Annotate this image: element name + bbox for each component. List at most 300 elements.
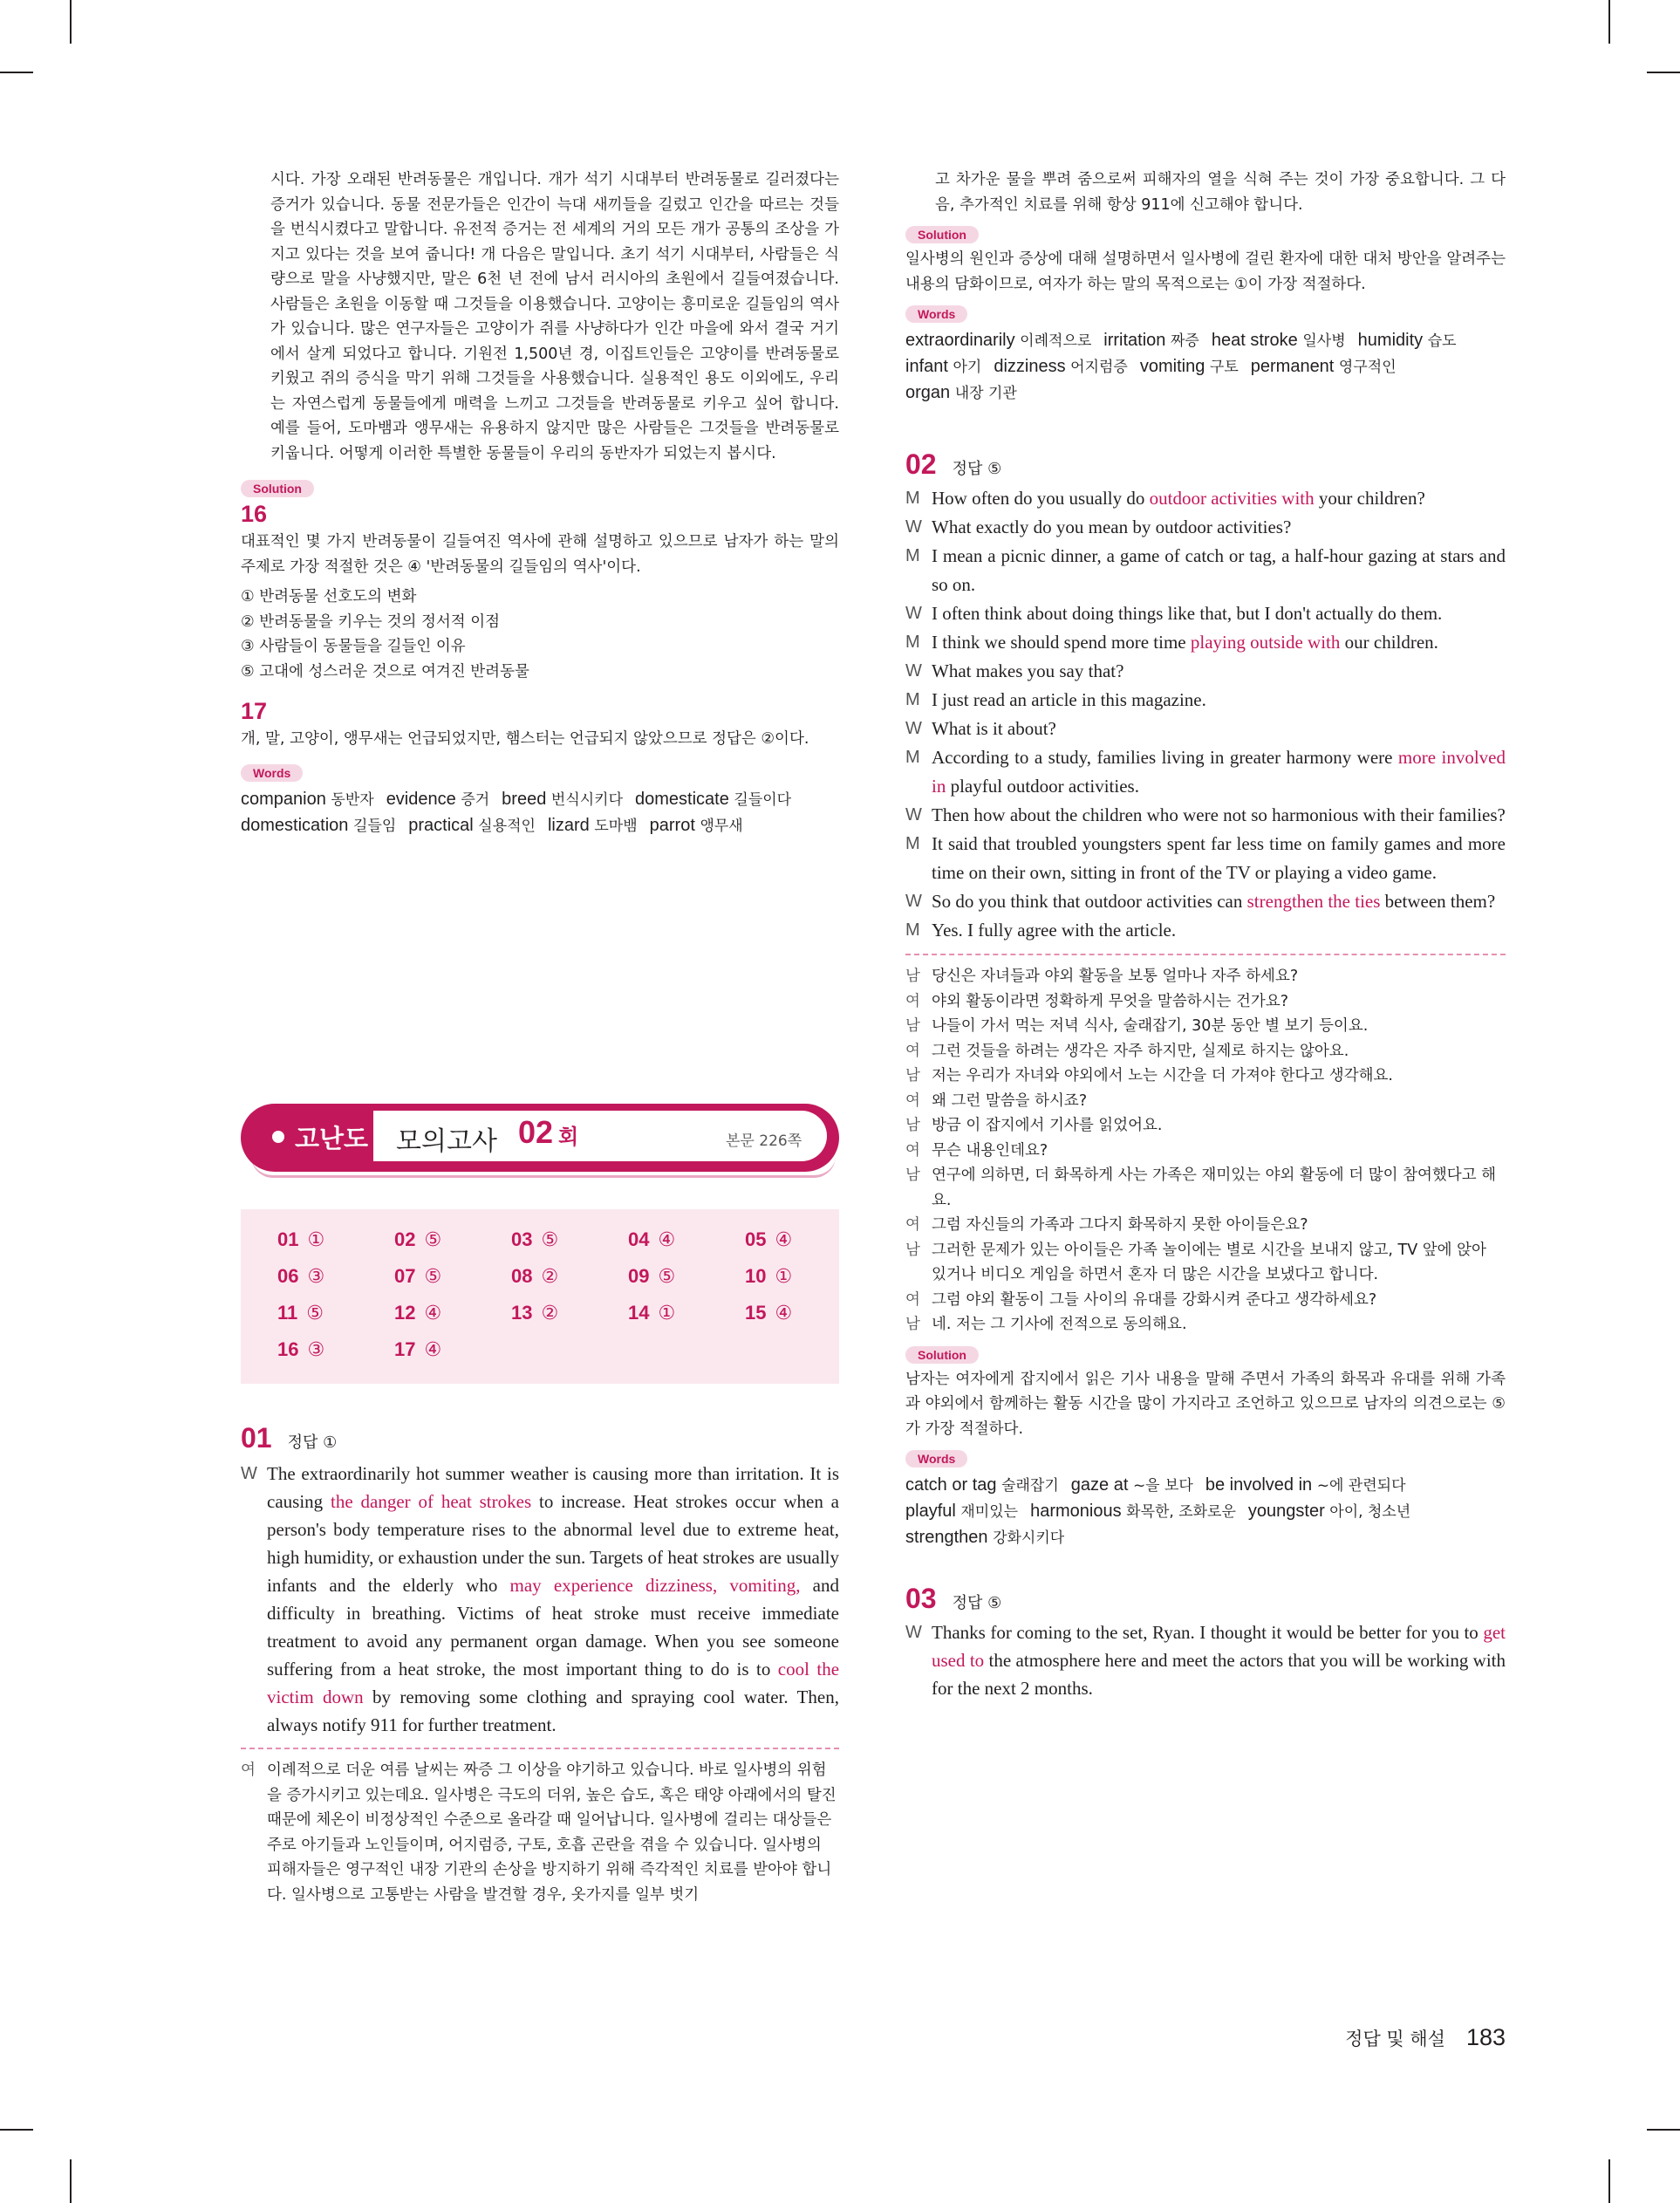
script-text [932,1618,1506,1702]
word-meaning: 아이, 청소년 [1329,1503,1411,1521]
word-entry [1248,1499,1410,1525]
word-entry [1205,1473,1406,1499]
question-17-explanation: 개, 말, 고양이, 앵무새는 언급되었지만, 햄스터는 언급되지 않았으므로 정답은 ②이다. [241,730,809,748]
translation-line [905,1014,1506,1039]
answer-choice: ⑤ [424,1229,442,1251]
script-segment: So do you think that outdoor activities can [932,891,1247,912]
answer-choice: ⑤ [541,1229,559,1251]
translation-text: 야외 활동이라면 정확하게 무엇을 말씀하시는 건가요? [932,992,1289,1010]
word-term: gaze at [1070,1475,1133,1495]
question-01-script [241,1460,839,1739]
solution-tag: Solution [905,226,979,243]
left-solution-section [241,480,839,752]
answer-number: 15 [745,1302,767,1324]
question-03-script [905,1618,1506,1702]
question-02-script [905,484,1506,945]
question-01-number: 01 [241,1422,272,1454]
question-16-options [241,585,839,684]
translation-line [905,964,1506,989]
answer-number: 09 [628,1265,650,1287]
script-text [932,743,1506,801]
mock-test-banner [241,1104,839,1177]
q01-solution-section [905,226,1506,297]
translation-line [241,1758,839,1907]
word-entry [502,787,623,813]
word-meaning: 재미있는 [960,1503,1019,1521]
crop-mark [1647,2129,1680,2131]
word-term: playful [905,1502,961,1521]
translation-line [905,1163,1506,1213]
word-term: youngster [1247,1502,1330,1521]
answer-choice: ③ [307,1339,325,1361]
divider [905,954,1506,955]
highlighted-phrase: outdoor activities with [1149,488,1315,509]
word-entry [1071,1473,1193,1499]
script-segment: between them? [1380,891,1496,912]
script-line [905,801,1506,830]
translation-text: 나들이 가서 먹는 저녁 식사, 술래잡기, 30분 동안 별 보기 등이요. [932,1017,1369,1035]
left-words-section [241,764,839,839]
answer-cell [628,1265,745,1291]
speaker-label: W [905,719,922,738]
translation-line [905,1064,1506,1089]
script-segment: The extraordinarily hot summer weather is causing more than irritation. It is causing [267,1463,839,1512]
script-text [932,542,1506,599]
translation-line [905,989,1506,1015]
translation-line [905,1312,1506,1338]
crop-mark [1608,0,1610,44]
left-words-list [241,787,839,839]
answer-grid [277,1228,862,1365]
crop-mark [70,0,72,44]
answer-choice: ③ [307,1266,325,1288]
answer-number: 01 [277,1228,299,1250]
word-entry [1103,328,1199,354]
word-entry [650,813,743,839]
word-entry [408,813,536,839]
speaker-label: M [905,920,920,940]
question-02-translation [905,964,1506,1338]
speaker-label: M [905,489,920,508]
answer-cell [277,1302,394,1328]
word-term: permanent [1250,357,1339,376]
answer-number: 13 [511,1302,533,1324]
script-text [932,484,1506,513]
words-tag: Words [905,305,967,323]
translation-text: 저는 우리가 자녀와 야외에서 노는 시간을 더 가져야 한다고 생각해요. [932,1067,1393,1084]
translation-line [905,1288,1506,1313]
translation-line [905,1213,1506,1238]
word-entry [1140,354,1239,380]
q02-solution-section [905,1346,1506,1442]
word-meaning: 증거 [461,790,490,809]
word-meaning: 어지럼증 [1070,359,1128,376]
q01-words-list [905,328,1506,407]
question-03-header [905,1583,1506,1615]
speaker-label: 여 [905,1290,920,1309]
q01-words-section [905,305,1506,407]
answer-number: 14 [628,1302,650,1324]
word-term: lizard [547,815,595,835]
right-column [905,168,1506,1702]
script-segment: What exactly do you mean by outdoor activities? [932,517,1292,537]
highlighted-phrase: may experience dizziness, vomiting, [509,1575,801,1596]
script-line [905,887,1506,916]
word-term: vomiting [1139,357,1210,376]
script-segment: Yes. I fully agree with the article. [932,920,1177,941]
speaker-label: M [905,633,920,652]
word-term: extraordinarily [905,331,1021,350]
speaker-label: W [241,1464,257,1483]
script-segment: your children? [1314,488,1425,509]
question-02-section [905,448,1506,1551]
speaker-label: M [905,748,920,767]
speaker-label: 여 [241,1762,256,1779]
answer-cell [277,1228,394,1255]
speaker-label: 여 [905,1141,920,1160]
word-meaning: 영구적인 [1338,359,1397,376]
question-01-section [241,1415,839,1907]
word-entry [905,380,1017,407]
answer-cell [394,1265,511,1291]
script-text [932,657,1506,686]
script-line [241,1460,839,1739]
word-meaning: 길들임 [352,817,397,835]
translation-line [905,1238,1506,1288]
speaker-label: 여 [905,992,920,1010]
bullet-icon [272,1131,284,1143]
word-term: organ [905,383,955,402]
word-term: dizziness [994,357,1071,376]
script-segment: What is it about? [932,718,1056,739]
script-segment: the atmosphere here and meet the actors that you will be working with for the next 2 months. [932,1650,1506,1699]
speaker-label: W [905,805,922,824]
answer-number: 12 [394,1302,416,1324]
answer-cell [511,1265,628,1291]
word-entry [386,787,489,813]
script-text [932,686,1506,715]
solution-tag: Solution [241,480,314,497]
page-footer [1345,2024,1506,2051]
word-term: strengthen [905,1528,994,1547]
word-meaning: 화목한, 조화로운 [1126,1503,1236,1521]
answer-choice: ② [541,1303,559,1324]
speaker-label: 남 [905,968,920,985]
answer-number: 16 [277,1338,299,1360]
speaker-label: W [905,661,922,681]
word-term: harmonious [1030,1502,1127,1521]
q02-words-section [905,1450,1506,1551]
script-segment: How often do you usually do [932,488,1150,509]
script-segment: Thanks for coming to the set, Ryan. I thought it would be better for you to [932,1622,1484,1643]
word-term: infant [905,357,953,376]
speaker-label: 남 [905,1166,920,1184]
word-meaning: 술래잡기 [1001,1477,1059,1495]
answer-choice: ② [541,1266,559,1288]
answer-cell [511,1228,628,1255]
translation-text: 당신은 자녀들과 야외 활동을 보통 얼마나 자주 하세요? [932,968,1299,985]
word-meaning: 앵무새 [700,817,743,835]
answer-cell [745,1302,862,1328]
answer-choice: ⑤ [658,1266,676,1288]
word-term: practical [408,815,479,835]
banner-title: 모의고사 [396,1126,497,1157]
q02-words-list [905,1473,1506,1551]
page-number: 183 [1465,2024,1506,2050]
script-segment: to increase. Heat strokes occur when a person's body temperature rises to the abnormal level due to extreme heat, high humidity, or exhaustion under the sun. Targets of heat strokes are usually infants and the elderly who [267,1491,839,1596]
speaker-label: 남 [905,1017,920,1035]
script-segment: by removing some clothing and spraying cool water. Then, always notify 911 for further treatment. [267,1686,840,1735]
word-meaning: 도마뱀 [594,817,638,835]
word-meaning: 강화시키다 [993,1529,1065,1547]
translation-text: 이례적으로 더운 여름 날씨는 짜증 그 이상을 야기하고 있습니다. 바로 일사병의 위험을 증가시키고 있는데요. 일사병은 극도의 더위, 높은 습도, 혹은 태양 아래에서의 탈진 때문에 체온이 비정상적인 수준으로 올라갈 때 일어납니다. 일사병에 걸리는 대상들은 주로 아기들과 노인들이며, 어지럼증, 구토, 호흡 곤란을 겪을 수 있습니다. 일사병의 피해자들은 영구적인 내장 기관의 손상을 방지하기 위해 즉각적인 치료를 받아야 합니다. 일사병으로 고통받는 사람을 발견할 경우, 옷가지를 일부 벗기 [267,1762,837,1904]
question-02-header [905,448,1506,481]
script-line [905,628,1506,657]
word-term: be involved in [1205,1475,1317,1495]
answer-choice: ① [307,1229,325,1251]
word-meaning: 이례적으로 [1020,332,1092,350]
word-entry [905,328,1091,354]
answer-cell [745,1265,862,1291]
script-text [932,628,1506,657]
option-item: ② 반려동물을 키우는 것의 정서적 이점 [241,612,501,631]
answer-choice: ④ [658,1229,676,1251]
answer-number: 05 [745,1228,767,1250]
section-title: 정답 및 해설 [1345,2029,1445,2049]
answer-cell [394,1228,511,1255]
speaker-label: 남 [905,1316,920,1333]
left-column [241,168,839,839]
translation-text: 왜 그런 말씀을 하시죠? [932,1091,1088,1110]
words-tag: Words [905,1450,967,1468]
speaker-label: W [905,892,922,911]
answer-number: 08 [511,1265,533,1287]
question-01-header [241,1422,839,1454]
answer-choice: ① [775,1266,793,1288]
script-line [905,715,1506,743]
highlighted-phrase: more involved in [932,747,1506,797]
word-entry [1212,328,1346,354]
word-term: humidity [1357,331,1428,350]
word-meaning: 일사병 [1302,332,1346,350]
q01-translation-continued: 고 차가운 물을 뿌려 줌으로써 피해자의 열을 식혀 주는 것이 가장 중요합니다. 그 다음, 추가적인 치료를 위해 항상 911에 신고해야 합니다. [935,171,1506,214]
word-meaning: 실용적인 [478,817,536,835]
script-segment: I mean a picnic dinner, a game of catch or tag, a half-hour gazing at stars and so on. [932,545,1506,595]
script-line [905,599,1506,628]
answer-choice: ④ [424,1303,442,1324]
left-top-paragraph: 시다. 가장 오래된 반려동물은 개입니다. 개가 석기 시대부터 반려동물로 길러졌다는 증거가 있습니다. 동물 전문가들은 인간이 늑대 새끼들을 길렀고 인간을 따르는 것들을 번식시켰다고 말합니다. 유전적 증거는 전 세계의 거의 모든 개가 공통의 조상을 가지고 있다는 것을 보여 줍니다! 개 다음은 말입니다. 초기 석기 시대부터, 사람들은 식량으로 말을 사냥했지만, 말은 6천 년 전에 남서 러시아의 초원에서 길들여졌습니다. 사람들은 초원을 이동할 때 그것들을 이용했습니다. 고양이는 흥미로운 길들임의 역사가 있습니다. 많은 연구자들은 고양이가 쥐를 사냥하다가 인간 마을에 와서 결국 거기에서 살게 되었다고 합니다. 기원전 1,500년 경, 이집트인들은 고양이를 반려동물로 키웠고 쥐의 증식을 막기 위해 그것들을 사용했습니다. 실용적인 용도 이외에도, 우리는 자연스럽게 동물들에게 매력을 느끼고 그것들을 반려동물로 키우고 싶어 합니다. 예를 들어, 도마뱀과 앵무새는 유용하지 않지만 많은 사람들은 그것들을 반려동물로 키웁니다. 어떻게 이러한 특별한 동물들이 우리의 동반자가 되었는지 봅시다. [270,171,839,462]
question-03-answer: 정답 ⑤ [952,1594,1002,1612]
question-03-section [905,1583,1506,1702]
script-segment: It said that troubled youngsters spent far less time on family games and more time on their own, sitting in front of the TV or playing a video game. [932,833,1506,883]
answer-number: 02 [394,1228,416,1250]
answer-cell [394,1338,511,1365]
answer-number: 03 [511,1228,533,1250]
answer-number: 07 [394,1265,416,1287]
speaker-label: M [905,690,920,709]
answer-choice: ⑤ [424,1266,442,1288]
word-term: domestication [241,815,353,835]
answer-cell [277,1338,394,1365]
crop-mark [0,72,33,73]
crop-mark [1608,2159,1610,2203]
word-meaning: ~을 보다 [1132,1477,1193,1495]
word-entry [241,813,396,839]
divider [241,1748,839,1749]
speaker-label: W [905,517,922,537]
q02-solution-text: 남자는 여자에게 잡지에서 읽은 기사 내용을 말해 주면서 가족의 화목과 유대를 위해 가족과 야외에서 함께하는 활동 시간을 많이 가지라고 조언하고 있으므로 남자의 의견으로는 ⑤가 가장 적절하다. [905,1370,1506,1438]
script-text [932,887,1506,916]
script-line [905,513,1506,542]
translation-text: 연구에 의하면, 더 화목하게 사는 가족은 재미있는 야외 활동에 더 많이 참여했다고 해요. [932,1166,1497,1209]
word-term: breed [502,789,551,809]
crop-mark [70,2159,72,2203]
word-entry [905,1473,1059,1499]
highlighted-phrase: strengthen the ties [1246,891,1381,912]
question-03-number: 03 [905,1583,937,1614]
solution-tag: Solution [905,1346,979,1364]
answer-number: 17 [394,1338,416,1360]
banner-suffix: 회 [558,1125,579,1149]
answer-choice: ① [658,1303,676,1324]
word-meaning: ~에 관련되다 [1316,1477,1406,1495]
answer-number: 04 [628,1228,650,1250]
word-meaning: 습도 [1427,332,1457,350]
question-01-translation [241,1758,839,1907]
word-term: catch or tag [905,1475,1002,1495]
word-entry [905,1499,1018,1525]
speaker-label: W [905,1623,922,1642]
answer-cell [511,1302,628,1328]
script-line [905,484,1506,513]
q01-solution-text: 일사병의 원인과 증상에 대해 설명하면서 일사병에 걸린 환자에 대한 대처 방안을 알려주는 내용의 담화이므로, 여자가 하는 말의 목적으로는 ①이 가장 적절하다. [905,250,1506,293]
question-16-explanation: 대표적인 몇 가지 반려동물이 길들여진 역사에 관해 설명하고 있으므로 남자가 하는 말의 주제로 가장 적절한 것은 ④ '반려동물의 길들임의 역사'이다. [241,533,839,576]
speaker-label: 여 [905,1042,920,1060]
translation-line [905,1139,1506,1164]
answer-cell [628,1302,745,1328]
word-meaning: 번식시키다 [550,790,624,809]
translation-text: 그럼 야외 활동이 그들 사이의 유대를 강화시켜 준다고 생각하세요? [932,1290,1377,1309]
word-meaning: 내장 기관 [954,385,1017,402]
word-entry [905,1525,1064,1551]
script-text [932,599,1506,628]
answer-choice: ④ [775,1229,793,1251]
word-meaning: 짜증 [1171,332,1199,350]
speaker-label: 남 [905,1241,920,1259]
word-meaning: 아기 [953,359,982,376]
highlighted-phrase: playing outside with [1190,632,1341,653]
script-line [905,1618,1506,1702]
question-17-number: 17 [241,698,268,724]
option-item: ⑤ 고대에 성스러운 것으로 여겨진 반려동물 [241,662,529,681]
word-entry [1358,328,1457,354]
option-item: ③ 사람들이 동물들을 길들인 이유 [241,638,466,655]
banner-number: 02 [518,1114,554,1150]
translation-text: 그런 것들을 하려는 생각은 자주 하지만, 실제로 하지는 않아요. [932,1042,1349,1060]
script-text [932,801,1506,830]
script-line [905,542,1506,599]
script-segment: playful outdoor activities. [946,776,1139,797]
answer-number: 11 [277,1302,298,1324]
script-line [905,657,1506,686]
speaker-label: 여 [905,1091,920,1110]
script-line [905,830,1506,887]
word-term: domesticate [635,789,734,809]
script-segment: Then how about the children who were not so harmonious with their families? [932,804,1506,825]
script-line [905,686,1506,715]
answer-choice: ④ [775,1303,793,1324]
speaker-label: 남 [905,1067,920,1084]
answer-key-box [241,1209,839,1384]
word-entry [241,787,374,813]
word-entry [1030,1499,1236,1525]
answer-choice: ⑤ [306,1303,324,1324]
script-segment: I often think about doing things like that, but I don't actually do them. [932,603,1443,624]
answer-number: 06 [277,1265,299,1287]
crop-mark [1647,72,1680,73]
speaker-label: 여 [905,1216,920,1234]
speaker-label: 남 [905,1117,920,1134]
question-02-number: 02 [905,448,937,480]
highlighted-phrase: get used to [932,1622,1506,1671]
script-segment: According to a study, families living in greater harmony were [932,747,1398,768]
banner-page-ref: 본문 226쪽 [726,1132,802,1150]
highlighted-phrase: the danger of heat strokes [331,1491,532,1512]
script-segment: I think we should spend more time [932,632,1191,653]
option-item: ① 반려동물 선호도의 변화 [241,588,417,605]
word-meaning: 구토 [1209,359,1239,376]
word-term: companion [241,789,331,809]
question-16-number: 16 [241,501,268,527]
answer-cell [277,1265,394,1291]
word-term: irritation [1103,331,1171,350]
script-text [932,715,1506,743]
speaker-label: M [905,834,920,853]
word-term: parrot [649,815,700,835]
words-tag: Words [241,764,303,782]
script-text [932,830,1506,887]
word-entry [548,813,638,839]
crop-mark [0,2129,33,2131]
translation-text: 네. 저는 그 기사에 전적으로 동의해요. [932,1316,1187,1333]
translation-line [905,1039,1506,1064]
answer-number: 10 [745,1265,767,1287]
script-text [267,1460,839,1739]
translation-line [905,1113,1506,1139]
question-02-answer: 정답 ⑤ [952,460,1002,478]
word-term: evidence [386,789,461,809]
speaker-label: M [905,546,920,565]
script-text [932,916,1506,945]
banner-level: 고난도 [295,1124,369,1153]
word-meaning: 동반자 [331,790,374,809]
translation-line [905,1089,1506,1114]
word-meaning: 길들이다 [734,790,792,809]
script-segment: and difficulty in breathing. Victims of heat stroke must receive immediate treatment to avoid any permanent organ damage. When you see someone suffering from a heat stroke, the most important thing to do is to [267,1575,839,1680]
translation-text: 그러한 문제가 있는 아이들은 가족 놀이에는 별로 시간을 보내지 않고, TV 앞에 앉아 있거나 비디오 게임을 하면서 혼자 더 많은 시간을 보냈다고 합니다. [932,1241,1486,1283]
script-segment: I just read an article in this magazine. [932,689,1206,710]
word-entry [635,787,791,813]
answer-choice: ④ [424,1339,442,1361]
question-01-answer: 정답 ① [287,1433,338,1452]
script-segment: What makes you say that? [932,660,1124,681]
speaker-label: W [905,604,922,623]
script-line [905,916,1506,945]
translation-text: 방금 이 잡지에서 기사를 읽었어요. [932,1117,1163,1134]
word-entry [1251,354,1397,380]
answer-cell [394,1302,511,1328]
answer-cell [745,1228,862,1255]
